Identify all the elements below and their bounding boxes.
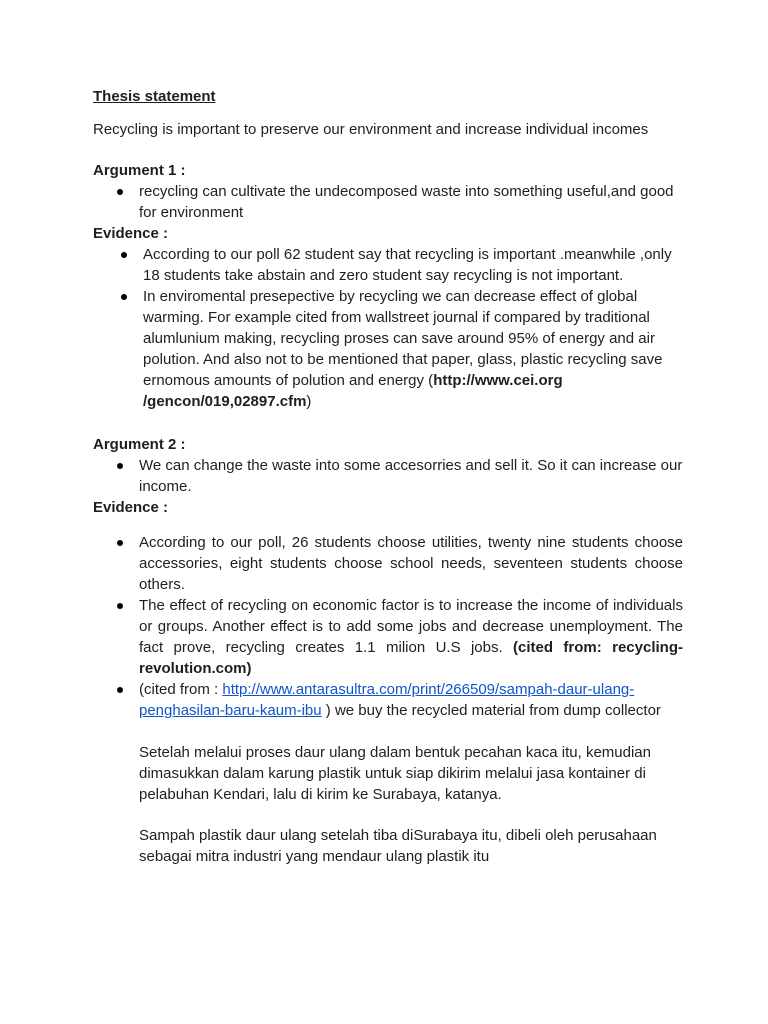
thesis-title: Thesis statement — [93, 88, 216, 105]
evidence-2-item-text: The effect of recycling on economic factor is to increase the income of individuals or groups. Another effect is to add some jobs and decrease unemployment. The fact prove, recycling creates 1.1 milion U.S jobs. — [139, 597, 683, 656]
argument-2-bullet — [93, 455, 683, 497]
evidence-1-heading: Evidence : — [93, 225, 169, 242]
bullet-icon — [117, 603, 123, 609]
evidence-1-item-text: In enviromental presepective by recycling we can decrease effect of global warming. For example cited from wallstreet journal if compared by traditional alumlunium making, recycling proses can save around 95% of energy and air polution. And also not to be mentioned that paper, glass, plastic recycling save ernomous amounts of polution and energy ( — [143, 288, 663, 389]
evidence-source-url: http://www.cei.org /gencon/019,02897.cfm — [143, 372, 563, 410]
citation-link[interactable]: http://www.antarasultra.com/print/266509/sampah-daur-ulang-penghasilan-baru-kaum-ibu — [139, 681, 635, 719]
thesis-text: Recycling is important to preserve our environment and increase individual incomes — [93, 121, 649, 138]
argument-1-heading: Argument 1 : — [93, 162, 186, 179]
bullet-icon — [121, 294, 127, 300]
argument-2-heading: Argument 2 : — [93, 436, 186, 453]
evidence-2-item-prefix: (cited from : — [139, 681, 223, 698]
evidence-2-item — [93, 679, 683, 721]
evidence-closing: ) — [306, 393, 312, 410]
evidence-2-item — [93, 595, 683, 679]
bullet-icon — [117, 540, 123, 546]
quote-paragraph: Setelah melalui proses daur ulang dalam bentuk pecahan kaca itu, kemudian dimasukkan dalam karung plastik untuk siap dikirim melalui jasa kontainer di pelabuhan Kendari, lalu di kirim ke Surabaya, katanya. — [139, 744, 651, 803]
evidence-1-item — [93, 286, 683, 412]
bullet-icon — [117, 687, 123, 693]
evidence-2-item-text: According to our poll, 26 students choose utilities, twenty nine students choose accessories, eight students choose school needs, seventeen students choose others. — [139, 534, 683, 593]
quote-paragraph: Sampah plastik daur ulang setelah tiba diSurabaya itu, dibeli oleh perusahaan sebagai mitra industri yang mendaur ulang plastik itu — [139, 827, 657, 865]
evidence-2-heading: Evidence : — [93, 499, 169, 516]
evidence-2-item — [93, 532, 683, 595]
spacer — [93, 412, 683, 434]
spacer — [93, 518, 683, 532]
argument-1-bullet-text: recycling can cultivate the undecomposed waste into something useful,and good for environment — [139, 183, 674, 221]
argument-2-list — [93, 455, 683, 497]
argument-2-bullet-text: We can change the waste into some accesorries and sell it. So it can increase our income. — [139, 457, 683, 495]
evidence-1-item-text: According to our poll 62 student say that recycling is important .meanwhile ,only 18 students take abstain and zero student say recycling is not important. — [143, 246, 672, 284]
bullet-icon — [117, 463, 123, 469]
evidence-2-list — [93, 532, 683, 721]
argument-1-bullet — [93, 181, 683, 223]
evidence-2-item-suffix: ) we buy the recycled material from dump collector — [321, 702, 661, 719]
document-body — [93, 86, 683, 867]
evidence-1-list — [93, 244, 683, 412]
argument-1-list — [93, 181, 683, 223]
evidence-1-item — [93, 244, 683, 286]
bullet-icon — [121, 252, 127, 258]
bullet-icon — [117, 189, 123, 195]
evidence-citation: (cited from: recycling-revolution.com) — [139, 639, 683, 677]
indonesian-quote — [93, 742, 683, 867]
